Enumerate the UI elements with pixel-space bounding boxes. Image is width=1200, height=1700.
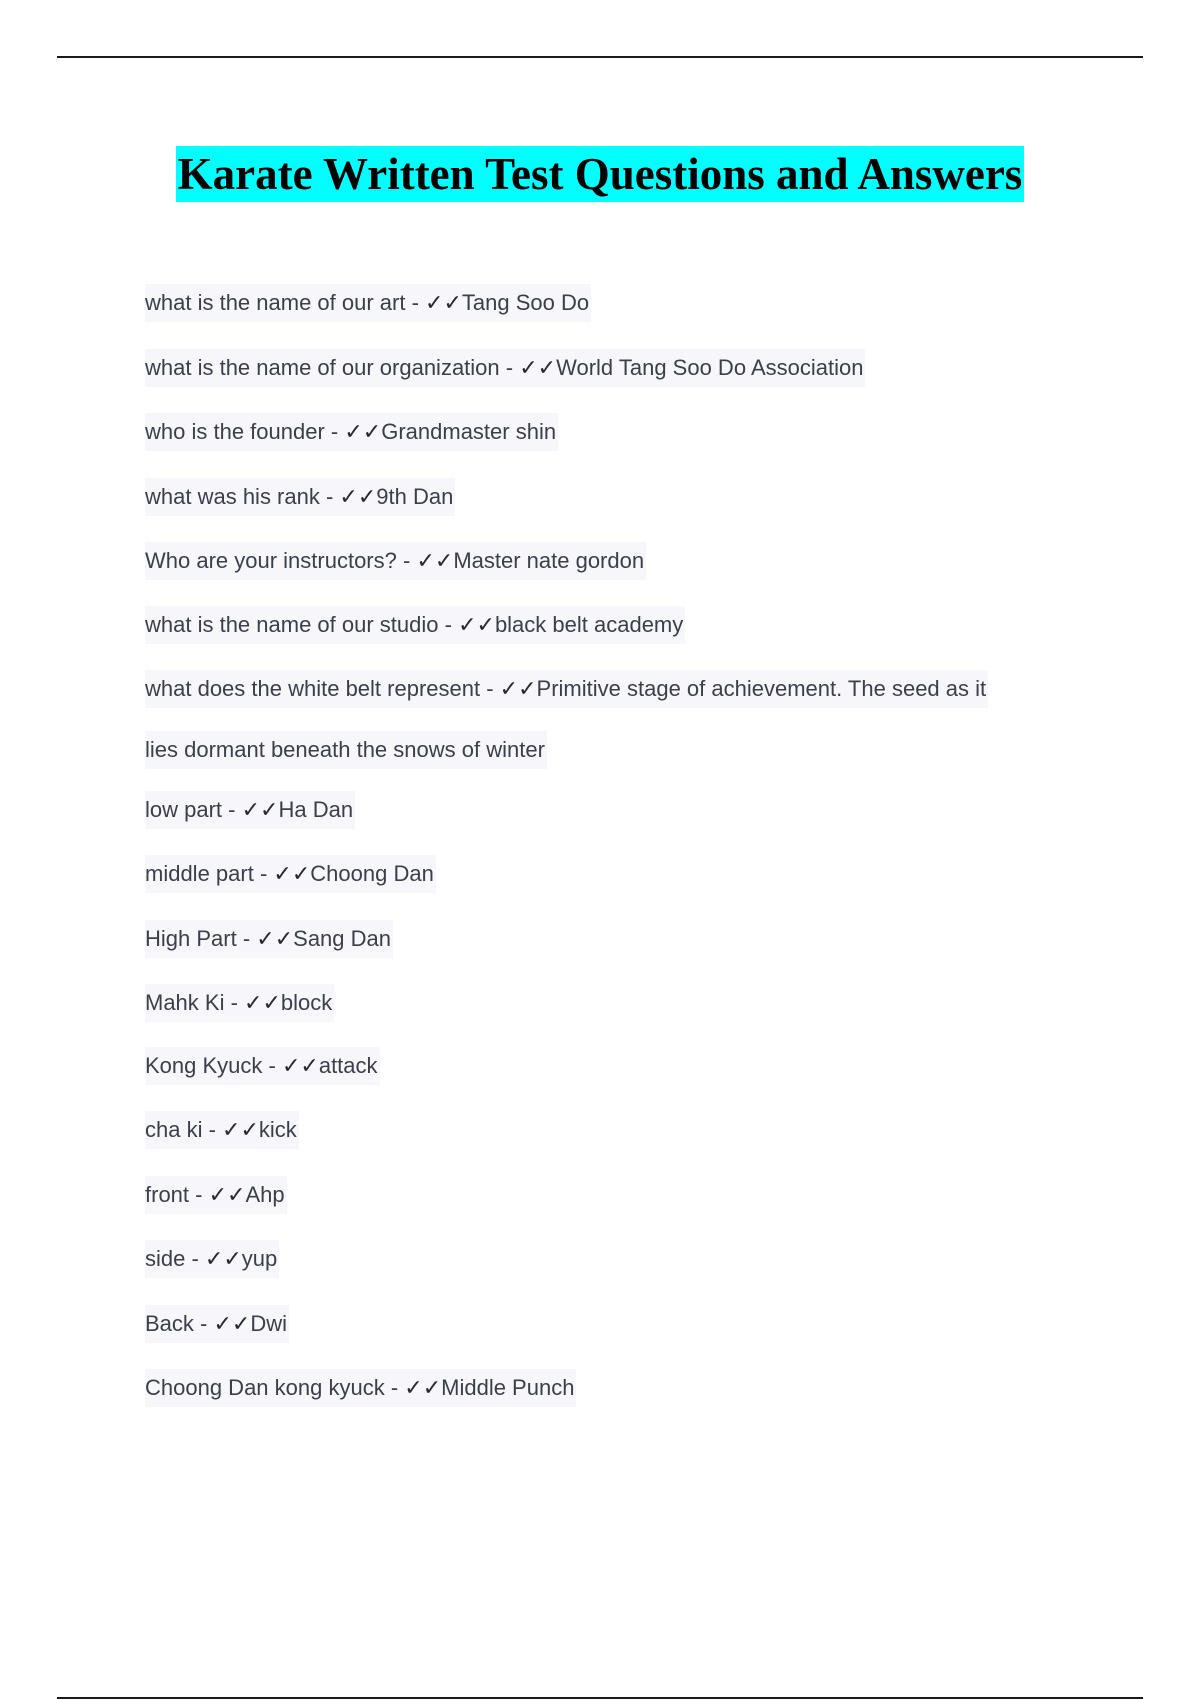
question-text: Back - — [145, 1311, 214, 1336]
qa-item — [145, 670, 988, 708]
question-text: Choong Dan kong kyuck - — [145, 1375, 405, 1400]
qa-item — [145, 478, 455, 516]
top-rule — [57, 56, 1143, 58]
question-text: side - — [145, 1246, 205, 1271]
question-text: Who are your instructors? - — [145, 548, 417, 573]
question-text: what is the name of our organization - — [145, 355, 520, 380]
qa-item — [145, 1240, 279, 1278]
qa-item — [145, 1111, 299, 1149]
qa-item — [145, 349, 865, 387]
qa-item — [145, 1047, 380, 1085]
check-mark-icon: ✓✓ — [519, 355, 557, 380]
answer-text: Middle Punch — [441, 1375, 575, 1400]
qa-item — [145, 855, 436, 893]
qa-item — [145, 413, 558, 451]
check-mark-icon: ✓✓ — [273, 861, 311, 886]
answer-text: attack — [318, 1053, 378, 1078]
question-text: middle part - — [145, 861, 274, 886]
answer-text: block — [280, 990, 333, 1015]
answer-text: Master nate gordon — [453, 548, 645, 573]
check-mark-icon: ✓✓ — [208, 1182, 246, 1207]
question-text: who is the founder - — [145, 419, 345, 444]
check-mark-icon: ✓✓ — [213, 1311, 251, 1336]
qa-item — [145, 791, 355, 829]
question-text: low part - — [145, 797, 242, 822]
title-container — [0, 146, 1200, 202]
check-mark-icon: ✓✓ — [404, 1375, 442, 1400]
check-mark-icon: ✓✓ — [416, 548, 454, 573]
qa-item — [145, 284, 591, 322]
qa-item — [145, 1369, 576, 1407]
check-mark-icon: ✓✓ — [281, 1053, 319, 1078]
question-text: what is the name of our art - — [145, 290, 426, 315]
question-text: Kong Kyuck - — [145, 1053, 282, 1078]
check-mark-icon: ✓✓ — [458, 612, 495, 637]
answer-text: Primitive stage of achievement. The seed as it — [536, 676, 987, 701]
check-mark-icon: ✓✓ — [244, 990, 281, 1015]
question-text: High Part - — [145, 926, 257, 951]
answer-text: black belt academy — [494, 612, 684, 637]
qa-item — [145, 920, 393, 958]
answer-text: 9th Dan — [376, 484, 454, 509]
check-mark-icon: ✓✓ — [256, 926, 294, 951]
check-mark-icon: ✓✓ — [204, 1246, 242, 1271]
answer-text: Choong Dan — [310, 861, 434, 886]
question-text: what does the white belt represent - — [145, 676, 500, 701]
answer-text: kick — [258, 1117, 297, 1142]
question-text: what was his rank - — [145, 484, 340, 509]
answer-text: lies dormant beneath the snows of winter — [145, 737, 545, 762]
check-mark-icon: ✓✓ — [241, 797, 279, 822]
bottom-rule — [57, 1697, 1143, 1699]
check-mark-icon: ✓✓ — [499, 676, 537, 701]
qa-item — [145, 606, 685, 644]
question-text: front - — [145, 1182, 209, 1207]
qa-item — [145, 1176, 287, 1214]
document-title: Karate Written Test Questions and Answers — [176, 146, 1025, 202]
question-text: cha ki - — [145, 1117, 223, 1142]
check-mark-icon: ✓✓ — [339, 484, 377, 509]
answer-text: Ahp — [245, 1182, 285, 1207]
qa-item-continuation — [145, 731, 547, 769]
answer-text: yup — [241, 1246, 278, 1271]
answer-text: World Tang Soo Do Association — [556, 355, 864, 380]
answer-text: Dwi — [250, 1311, 288, 1336]
question-text: Mahk Ki - — [145, 990, 245, 1015]
answer-text: Tang Soo Do — [461, 290, 590, 315]
qa-item — [145, 1305, 289, 1343]
check-mark-icon: ✓✓ — [344, 419, 382, 444]
answer-text: Grandmaster shin — [381, 419, 557, 444]
qa-item — [145, 984, 334, 1022]
check-mark-icon: ✓✓ — [222, 1117, 259, 1142]
question-text: what is the name of our studio - — [145, 612, 459, 637]
answer-text: Sang Dan — [293, 926, 391, 951]
check-mark-icon: ✓✓ — [425, 290, 462, 315]
answer-text: Ha Dan — [278, 797, 354, 822]
qa-item — [145, 542, 646, 580]
